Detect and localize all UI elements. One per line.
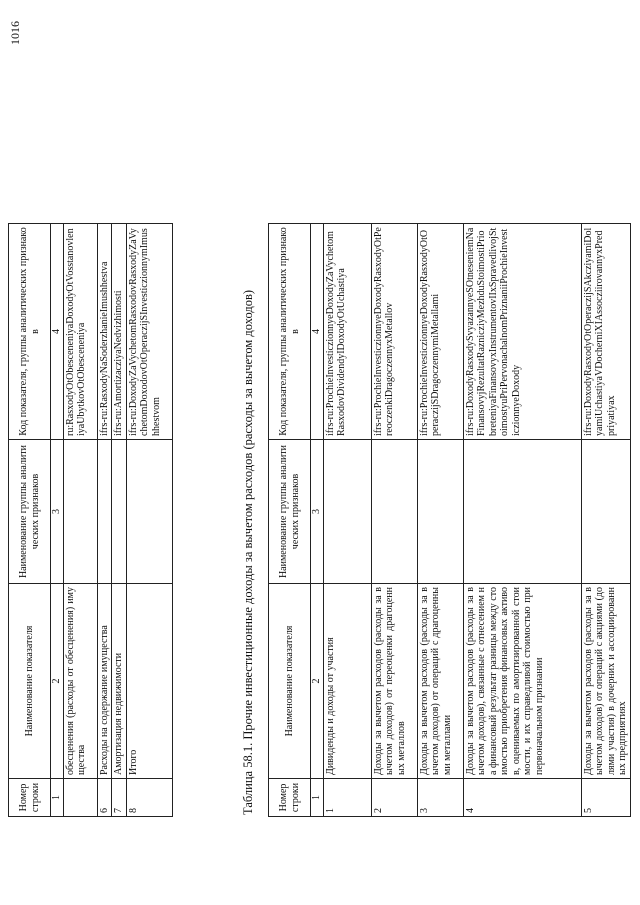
indicator-name: Дивиденды и доходы от участия (323, 584, 371, 779)
indicator-code: ifrs-ru:ProchieInvesticzionnyeDoxodyZaVychetomRasxodovDividendyIDoxodyOtUchastiya (323, 224, 371, 440)
table-row (112, 224, 127, 817)
header-row-number: Номер строки (269, 779, 311, 817)
header-row-number: Номер строки (9, 779, 51, 817)
header-group-name: Наименование группы аналитических признаков (9, 440, 51, 584)
row-number: 1 (323, 779, 371, 817)
group-name (463, 440, 581, 584)
table-row (417, 224, 463, 817)
indicator-code: ifrs-ru:DoxodyZaVychetomRasxodovRasxodyZaVychetomDoxodovOtOperaczijSInvesticzionnymImushhestvom (126, 224, 172, 440)
header-code: Код показателя, группы аналитических признаков (269, 224, 311, 440)
group-name (126, 440, 172, 584)
indicator-name: Доходы за вычетом расходов (расходы за вычетом доходов) от операций с драгоценными металлами (417, 584, 463, 779)
top-table (8, 223, 173, 817)
indicator-code: ifrs-ru:DoxodyRasxodySvyazannyeSOtneseniemNaFinansovyjRezultatRaznicziyMezhduStoimostiPriobreteniyaFinansovyxInstrumentovIIxSpravedlivojStoimostyuPriPervonachalnomPriznaniiProchieInvesticzionnyeDoxody (463, 224, 581, 440)
column-number: 2 (311, 584, 324, 779)
indicator-name: Расходы на содержание имущества (97, 584, 112, 779)
indicator-name: Доходы за вычетом расходов (расходы за вычетом доходов) от переоценки драгоценных металлов (371, 584, 417, 779)
indicator-name: Амортизация недвижимости (112, 584, 127, 779)
column-number: 2 (51, 584, 64, 779)
indicator-name: Доходы за вычетом расходов (расходы за вычетом доходов), связанные с отнесением на финансовый результат разницы между стоимостью приобретения финансовых активов, оцениваемых по амортизированной стоимости, и их справедливой стоимостью при первоначальном признании (463, 584, 581, 779)
group-name (581, 440, 630, 584)
group-name (371, 440, 417, 584)
column-number: 3 (311, 440, 324, 584)
table-row (371, 224, 417, 817)
indicator-name: обесценения (расходы от обесценения) имущества (63, 584, 97, 779)
indicator-code: ifrs-ru:ProchieInvesticzionnyeDoxodyRasxodyOtPereoczenkiDragoczennyxMetallov (371, 224, 417, 440)
row-number: 6 (97, 779, 112, 817)
group-name (63, 440, 97, 584)
table-row (63, 224, 97, 817)
column-number: 4 (311, 224, 324, 440)
row-number: 7 (112, 779, 127, 817)
table-row (126, 224, 172, 817)
group-name (417, 440, 463, 584)
column-number: 1 (311, 779, 324, 817)
row-number: 4 (463, 779, 581, 817)
indicator-code: ifrs-ru:ProchieInvesticzionnyeDoxodyRasxodyOtOperaczijSDragoczennymiMetallami (417, 224, 463, 440)
row-number: 8 (126, 779, 172, 817)
table-row (463, 224, 581, 817)
indicator-code: ifrs-ru:RasxodyNaSoderzhanieImushhestva (97, 224, 112, 440)
group-name (323, 440, 371, 584)
header-code: Код показателя, группы аналитических признаков (9, 224, 51, 440)
header-group-name: Наименование группы аналитических признаков (269, 440, 311, 584)
indicator-code: ifrs-ru:AmortizacziyaNedvizhimosti (112, 224, 127, 440)
indicator-name: Доходы за вычетом расходов (расходы за вычетом доходов) от операций с акциями (долями участия) в дочерних и ассоциированных предприятиях (581, 584, 630, 779)
indicator-code: ifrs-ru:DoxodyRasxodyOtOperaczijSAkcziyamiDolyamiUchastiyaVDocherniXIAssocziirovannyxPredpriyatiyax (581, 224, 630, 440)
column-number: 4 (51, 224, 64, 440)
row-number (63, 779, 97, 817)
indicator-code: ru:RasxodyOtObesceneniyaDoxodyOtVosstanovleniyaUbytkovOtObesceneniya (63, 224, 97, 440)
row-number: 3 (417, 779, 463, 817)
group-name (112, 440, 127, 584)
table-row (581, 224, 630, 817)
table-row (97, 224, 112, 817)
header-indicator-name: Наименование показателя (269, 584, 311, 779)
table-caption: Таблица 58.1. Прочие инвестиционные доходы за вычетом расходов (расходы за вычетом доходов) (241, 289, 255, 815)
bottom-table (268, 223, 631, 817)
row-number: 5 (581, 779, 630, 817)
indicator-name: Итого (126, 584, 172, 779)
column-number: 3 (51, 440, 64, 584)
row-number: 2 (371, 779, 417, 817)
group-name (97, 440, 112, 584)
table-row (323, 224, 371, 817)
page-number: 1016 (8, 21, 22, 45)
column-number: 1 (51, 779, 64, 817)
header-indicator-name: Наименование показателя (9, 584, 51, 779)
